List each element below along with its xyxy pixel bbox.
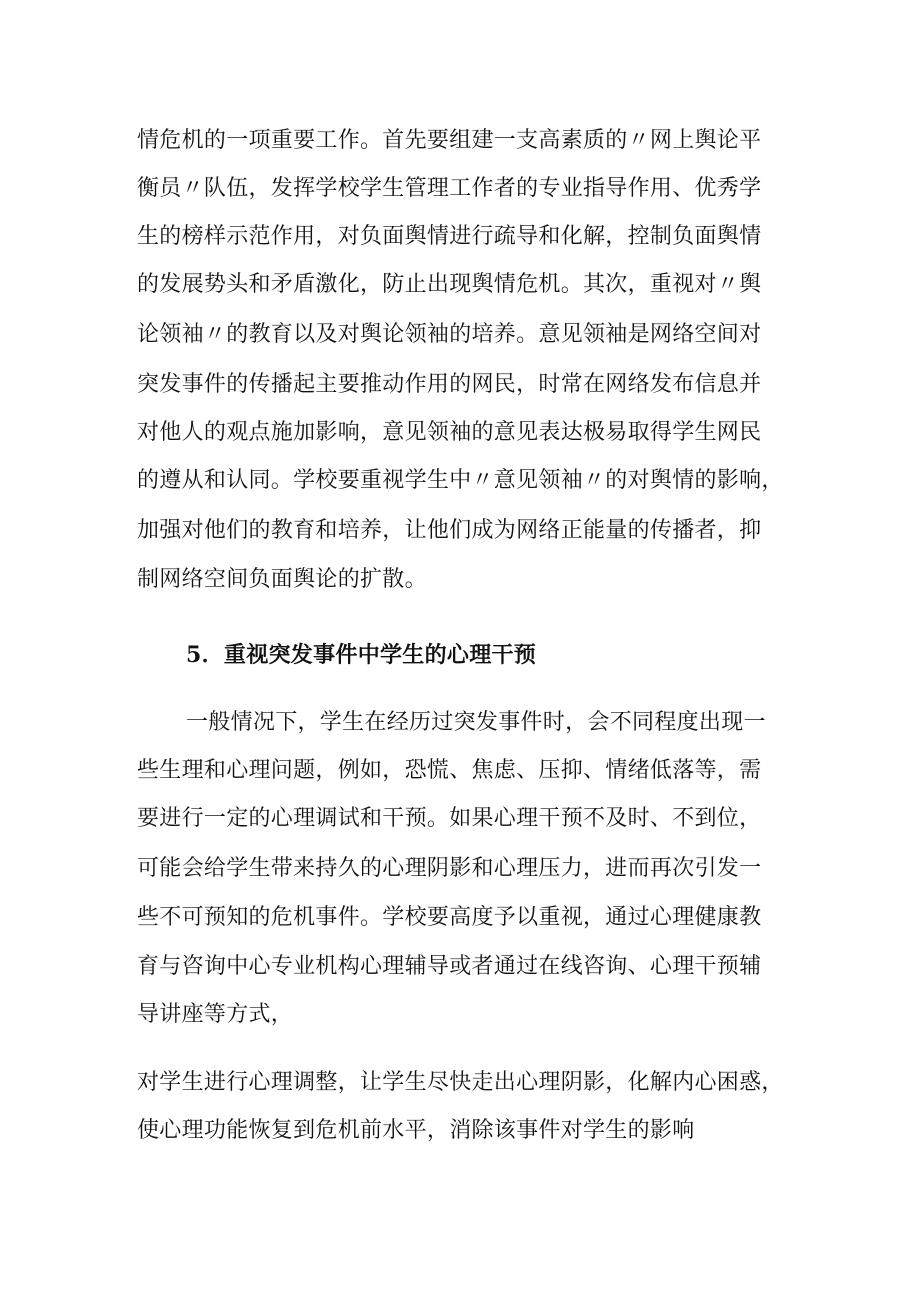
text-line: 的发展势头和矛盾激化，防止出现舆情危机。其次，重视对〃舆: [137, 272, 762, 297]
text-line: 加强对他们的教育和培养，让他们成为网络正能量的传播者，抑: [137, 518, 762, 543]
text-line: 制网络空间负面舆论的扩散。: [137, 567, 427, 592]
text-line: 使心理功能恢复到危机前水平，消除该事件对学生的影响: [137, 1118, 695, 1143]
text-line: 的遵从和认同。学校要重视学生中〃意见领袖〃的对舆情的影响，: [137, 468, 784, 493]
text-line: 生的榜样示范作用，对负面舆情进行疏导和化解，控制负面舆情: [137, 224, 762, 249]
text-line: 要进行一定的心理调试和干预。如果心理干预不及时、不到位，: [137, 806, 762, 831]
text-line: 对学生进行心理调整，让学生尽快走出心理阴影，化解内心困惑，: [137, 1070, 784, 1095]
text-line: 导讲座等方式，: [137, 1002, 294, 1027]
text-line: 些生理和心理问题，例如，恐慌、焦虑、压抑、情绪低落等，需: [137, 758, 762, 783]
text-line: 情危机的一项重要工作。首先要组建一支高素质的〃网上舆论平: [137, 128, 762, 153]
text-line: 育与咨询中心专业机构心理辅导或者通过在线咨询、心理干预辅: [137, 954, 762, 979]
text-line: 些不可预知的危机事件。学校要高度予以重视，通过心理健康教: [137, 905, 762, 930]
text-line: 一般情况下，学生在经历过突发事件时，会不同程度出现一: [186, 710, 766, 735]
text-line: 可能会给学生带来持久的心理阴影和心理压力，进而再次引发一: [137, 856, 762, 881]
text-line: 论领袖〃的教育以及对舆论领袖的培养。意见领袖是网络空间对: [137, 322, 762, 347]
section-heading: 5．重视突发事件中学生的心理干预: [186, 642, 537, 668]
text-line: 对他人的观点施加影响，意见领袖的意见表达极易取得学生网民: [137, 420, 762, 445]
text-line: 突发事件的传播起主要推动作用的网民，时常在网络发布信息并: [137, 372, 762, 397]
text-line: 衡员〃队伍，发挥学校学生管理工作者的专业指导作用、优秀学: [137, 176, 762, 201]
